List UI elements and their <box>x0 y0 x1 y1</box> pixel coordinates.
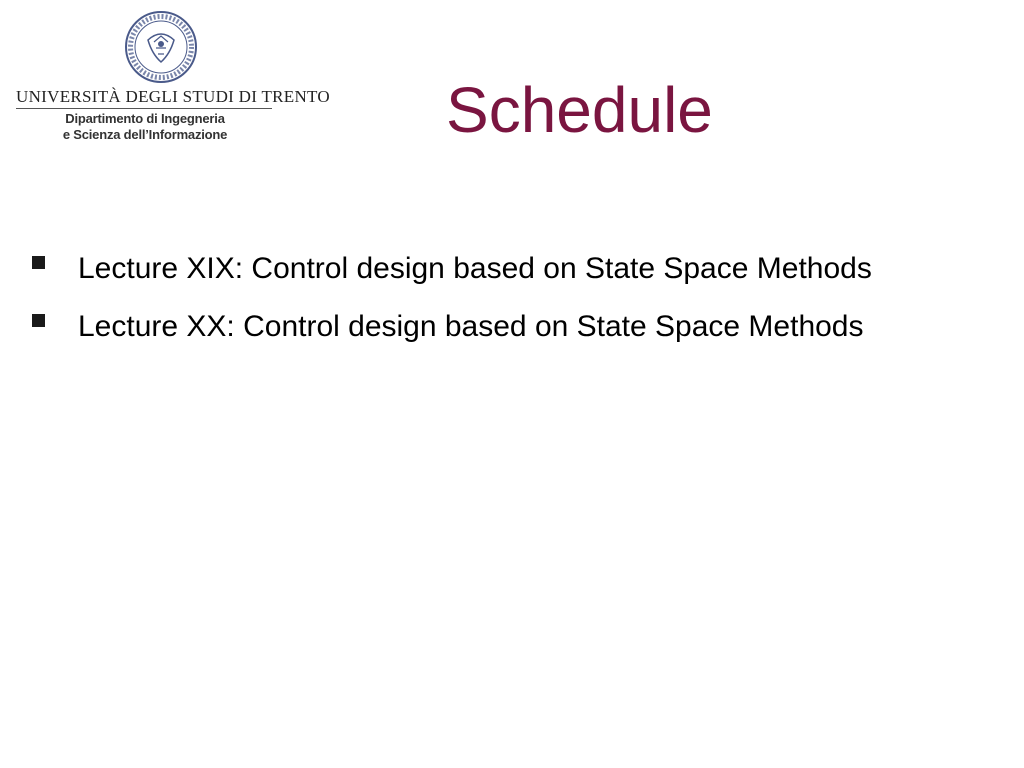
bullet-list <box>30 248 930 364</box>
slide-title: Schedule <box>446 74 713 146</box>
university-seal-icon <box>124 10 198 84</box>
bullet-item <box>30 306 930 348</box>
university-name: UNIVERSITÀ DEGLI STUDI DI TRENTO <box>16 87 330 106</box>
department-line-1: Dipartimento di Ingegneria <box>65 111 225 126</box>
bullet-text: Lecture XIX: Control design based on State Space Methods <box>78 252 872 285</box>
department-name <box>16 111 274 143</box>
university-logo <box>16 10 330 146</box>
bullet-item <box>30 248 930 290</box>
square-bullet-icon <box>32 314 45 327</box>
logo-divider <box>16 108 272 109</box>
department-line-2: e Scienza dell’Informazione <box>62 127 228 142</box>
square-bullet-icon <box>32 256 45 269</box>
bullet-text: Lecture XX: Control design based on State Space Methods <box>78 310 864 343</box>
